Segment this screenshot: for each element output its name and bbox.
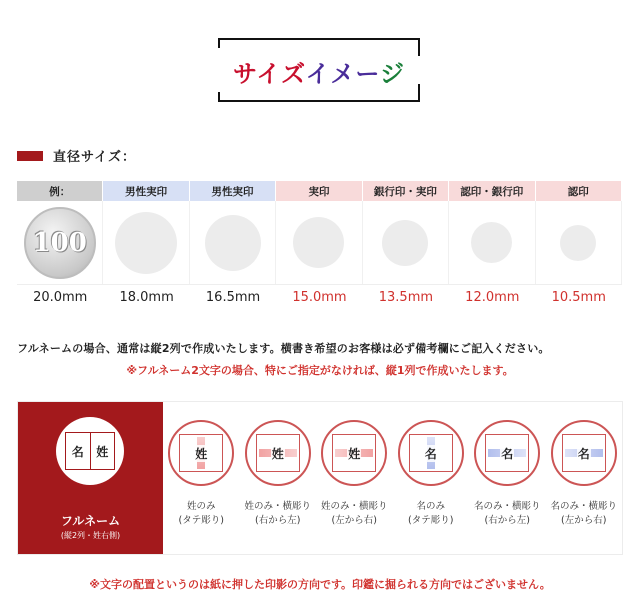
size-label: 12.0mm	[465, 289, 520, 305]
option-label-line1: 姓のみ・横彫り	[244, 501, 311, 512]
option-label-line2: (タテ彫り)	[178, 515, 224, 526]
stamp-box	[332, 434, 376, 472]
layout-option-name-horizontal-rtl	[469, 402, 546, 554]
option-label	[244, 500, 311, 528]
header-col-6: 認印	[536, 181, 622, 201]
cell-size-2	[190, 201, 276, 284]
option-label	[408, 500, 453, 528]
page-title	[218, 54, 420, 89]
stamp-box	[562, 434, 606, 472]
size-label: 18.0mm	[119, 289, 174, 305]
two-char-note: ※フルネーム2文字の場合、特にご指定がなければ、縦1列で作成いたします。	[126, 364, 514, 377]
fullname-card	[18, 402, 163, 554]
stamp-char: 名	[424, 446, 437, 461]
header-col-1: 男性実印	[103, 181, 189, 201]
fullname-stamp-box	[65, 432, 115, 470]
section-header	[17, 146, 136, 165]
option-label-line1: 名のみ・横彫り	[550, 501, 617, 512]
header-col-4: 銀行印・実印	[363, 181, 449, 201]
stamp-char: 姓	[348, 446, 361, 461]
option-label	[474, 500, 541, 528]
size-circles-row	[17, 201, 622, 285]
option-label	[321, 500, 388, 528]
stamp-char: 名	[577, 446, 590, 461]
header-example: 例：	[17, 181, 103, 201]
option-label-line2: (左から右)	[331, 515, 377, 526]
stamp-box	[409, 434, 453, 472]
header-col-2: 男性実印	[190, 181, 276, 201]
size-label: 16.5mm	[205, 289, 261, 305]
header-col-5: 認印・銀行印	[449, 181, 535, 201]
size-labels-row	[17, 285, 622, 309]
size-circle	[382, 220, 428, 266]
title-frame-top	[218, 38, 420, 48]
title-frame-bottom	[218, 92, 420, 102]
stamp-char: 姓	[271, 446, 284, 461]
stamp-box	[256, 434, 300, 472]
stamp-circle	[398, 420, 464, 486]
stamp-circle	[245, 420, 311, 486]
option-label-line1: 姓のみ	[186, 501, 216, 512]
layout-option-surname-horizontal-rtl	[240, 402, 317, 554]
option-label-line2: (タテ彫り)	[408, 515, 454, 526]
title-part-1: サイズ	[233, 60, 306, 88]
layout-option-surname-horizontal-ltr	[316, 402, 393, 554]
size-label: 20.0mm	[33, 289, 88, 305]
stamp-box	[179, 434, 223, 472]
fullname-stamp	[56, 417, 124, 485]
page-title-frame	[218, 38, 420, 102]
stamp-char: 姓	[195, 446, 208, 461]
stamp-box	[485, 434, 529, 472]
cell-size-5	[449, 201, 535, 284]
cell-size-6	[536, 201, 622, 284]
option-label-line1: 名のみ	[416, 501, 445, 512]
layout-panel	[17, 401, 623, 555]
layout-option-surname-vertical	[163, 402, 240, 554]
option-label-line2: (右から左)	[255, 515, 301, 526]
coin-100-yen: 100	[24, 207, 96, 279]
size-circle	[560, 225, 596, 261]
size-table-header	[17, 181, 622, 201]
footer-note: ※文字の配置というのは紙に押した印影の方向です。印鑑に掘られる方向ではございません。	[89, 578, 551, 591]
size-table	[17, 181, 622, 309]
size-label: 10.5mm	[551, 289, 606, 305]
fullname-note: フルネームの場合、通常は縦2列で作成いたします。横書き希望のお客様は必ず備考欄にご記入ください。	[17, 342, 550, 355]
cell-size-4	[363, 201, 449, 284]
size-circle	[293, 217, 344, 268]
option-label-line2: (左から右)	[561, 515, 607, 526]
size-label: 13.5mm	[378, 289, 434, 305]
option-label	[550, 500, 617, 528]
fullname-title: フルネーム	[60, 514, 121, 528]
cell-size-3	[276, 201, 362, 284]
fullname-subtitle: (縦2列・姓右側)	[60, 531, 121, 540]
stamp-circle	[321, 420, 387, 486]
cell-coin	[17, 201, 103, 284]
section-label: 直径サイズ：	[53, 150, 136, 165]
fullname-char-2: 姓	[90, 433, 115, 469]
stamp-circle	[474, 420, 540, 486]
size-circle	[471, 222, 512, 263]
size-circle	[115, 212, 177, 274]
stamp-char: 名	[501, 446, 514, 461]
layout-option-name-vertical	[393, 402, 470, 554]
stamp-circle	[168, 420, 234, 486]
option-label-line1: 姓のみ・横彫り	[320, 501, 388, 512]
fullname-char-1: 名	[71, 444, 84, 459]
title-part-3: ジ	[379, 60, 405, 88]
cell-size-1	[103, 201, 189, 284]
option-label	[179, 500, 224, 528]
header-col-3: 実印	[276, 181, 362, 201]
layout-option-name-horizontal-ltr	[546, 402, 623, 554]
option-label-line2: (右から左)	[484, 515, 530, 526]
section-marker	[17, 151, 43, 161]
stamp-circle	[551, 420, 617, 486]
size-label: 15.0mm	[292, 289, 347, 305]
title-part-2: イメー	[305, 60, 380, 88]
option-label-line1: 名のみ・横彫り	[473, 501, 541, 512]
size-circle	[205, 215, 261, 271]
